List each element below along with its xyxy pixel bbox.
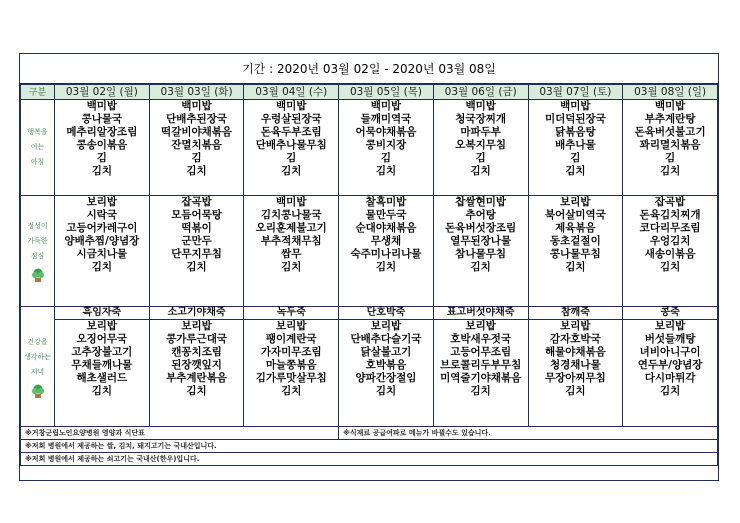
menu-item: 김 — [570, 152, 581, 164]
menu-item: 백미밥 — [465, 100, 496, 112]
menu-item: 오징어무국 — [76, 333, 128, 345]
menu-item: 보리밥 — [276, 320, 307, 332]
porridge-title: 녹두죽 — [244, 307, 338, 320]
menu-item: 떡볶이 — [181, 222, 212, 234]
menu-item: 호박볶음 — [365, 359, 407, 371]
menu-item: 팽이계란국 — [265, 333, 317, 345]
menu-item: 미더덕된장국 — [544, 113, 606, 125]
menu-item: 캔꽁치조림 — [171, 346, 222, 358]
menu-item: 가자미무조림 — [260, 346, 322, 358]
menu-item: 동초겉절이 — [550, 235, 601, 247]
meal-label-dinner — [21, 307, 55, 427]
menu-item: 북어살미역국 — [544, 209, 606, 221]
potted-plant-icon — [30, 267, 46, 283]
menu-item: 브로콜리두부무침 — [440, 359, 522, 371]
menu-item: 떡갈비야채볶음 — [161, 126, 233, 138]
label-line: 저녁 — [30, 367, 45, 376]
menu-item: 열무된장나물 — [450, 235, 512, 247]
menu-cell — [55, 196, 150, 307]
menu-item: 코다리무조림 — [639, 222, 701, 234]
menu-item: 김치 — [659, 165, 681, 177]
menu-item: 김 — [191, 152, 202, 164]
porridge-title: 흑임자죽 — [55, 307, 149, 320]
menu-item: 들깨미역국 — [360, 113, 412, 125]
note-3: ※저희 병원에서 제공하는 쌀, 김치, 돼지고기는 국내산입니다. — [21, 440, 718, 453]
meal-row-breakfast — [21, 100, 718, 196]
menu-item: 마파두부 — [460, 126, 501, 138]
label-line: 생각하는 — [23, 352, 52, 361]
menu-item: 돈육두부조림 — [260, 126, 322, 138]
menu-cell — [55, 100, 150, 196]
menu-item: 잔멸치볶음 — [171, 139, 222, 151]
menu-item: 돈육버섯장조림 — [445, 222, 517, 234]
menu-item: 오리훈제불고기 — [255, 222, 327, 234]
menu-item: 호박새우젓국 — [450, 333, 512, 345]
menu-item: 순대야채볶음 — [355, 222, 417, 234]
menu-item: 청경채나물 — [550, 359, 601, 371]
menu-item: 감자호박국 — [550, 333, 601, 345]
day-header: 03월 06일 (금) — [433, 85, 528, 100]
menu-item: 닭살불고기 — [360, 346, 412, 358]
menu-item: 보리밥 — [560, 320, 591, 332]
menu-table — [20, 84, 718, 466]
note-1: ※거창군립노인요양병원 영양과 식단표 — [21, 427, 339, 440]
menu-item: 양배추찜/양념장 — [64, 235, 140, 247]
menu-item: 김치 — [186, 385, 207, 397]
menu-cell — [149, 196, 244, 307]
menu-item: 보리밥 — [86, 320, 118, 332]
menu-item: 보리밥 — [654, 320, 686, 332]
label-line: 행복을 — [27, 128, 48, 136]
menu-item: 단배추나물무침 — [255, 139, 327, 151]
menu-item: 참나물무침 — [455, 248, 507, 260]
menu-item: 콩나물국 — [81, 113, 123, 125]
label-line: 정성이 — [27, 222, 48, 230]
menu-cell — [433, 196, 528, 307]
menu-item: 무생채 — [370, 235, 402, 247]
menu-item: 연두부/양념장 — [637, 359, 703, 371]
day-header: 03월 04일 (수) — [244, 85, 339, 100]
label-line: 건강을 — [27, 337, 48, 346]
note-row-3 — [21, 453, 718, 466]
label-line: 아침 — [30, 158, 45, 166]
menu-item: 시금치나물 — [76, 248, 128, 260]
menu-item: 군만두 — [181, 235, 212, 247]
menu-item: 백미밥 — [86, 100, 118, 112]
menu-item: 양파간장절임 — [355, 372, 417, 384]
menu-item: 버섯들깨탕 — [644, 333, 696, 345]
menu-item: 김치 — [91, 261, 112, 273]
menu-item: 새송이볶음 — [644, 248, 696, 260]
menu-item: 된장깻잎지 — [171, 359, 222, 371]
menu-item: 보리밥 — [465, 320, 496, 332]
day-header: 03월 03일 (화) — [149, 85, 244, 100]
menu-sheet — [19, 53, 719, 481]
porridge-title: 소고기야채죽 — [150, 307, 244, 320]
menu-item: 단배추된장국 — [166, 113, 227, 125]
menu-cell — [244, 307, 339, 427]
label-line: 점심 — [30, 252, 45, 260]
menu-item: 제육볶음 — [555, 222, 596, 234]
menu-item: 김치 — [186, 165, 207, 177]
period-title: 기간 : 2020년 03월 02일 - 2020년 03월 08일 — [20, 54, 718, 84]
menu-item: 김치 — [470, 165, 491, 177]
menu-item: 백미밥 — [560, 100, 591, 112]
menu-item: 김치 — [281, 261, 302, 273]
menu-item: 우엉김치 — [649, 235, 691, 247]
menu-cell — [149, 100, 244, 196]
menu-item: 추어탕 — [465, 209, 496, 221]
porridge-title: 콩죽 — [623, 307, 717, 320]
menu-item: 김치 — [659, 261, 681, 273]
menu-item: 어묵야채볶음 — [355, 126, 417, 138]
menu-item: 돈육버섯불고기 — [634, 126, 706, 138]
menu-cell — [433, 307, 528, 427]
menu-item: 김치 — [375, 261, 397, 273]
menu-item: 찰흑미밥 — [365, 196, 407, 208]
note-4: ※저희 병원에서 제공하는 쇠고기는 국내산(한우)입니다. — [21, 453, 718, 466]
menu-item: 백미밥 — [181, 100, 212, 112]
menu-item: 김치 — [659, 385, 681, 397]
menu-cell — [623, 307, 718, 427]
menu-item: 무채들깨나물 — [71, 359, 133, 371]
menu-item: 잡곡밥 — [181, 196, 212, 208]
menu-item: 물만두국 — [365, 209, 407, 221]
menu-cell — [149, 307, 244, 427]
menu-item: 모듬어묵탕 — [171, 209, 222, 221]
menu-item: 녀비아니구이 — [639, 346, 701, 358]
meal-row-dinner — [21, 307, 718, 427]
menu-item: 김치 — [565, 261, 586, 273]
menu-item: 미역줄기야채볶음 — [440, 372, 522, 384]
menu-item: 김치 — [281, 385, 302, 397]
menu-item: 쌈무 — [281, 248, 302, 260]
menu-item: 김 — [665, 152, 676, 164]
menu-cell — [528, 100, 623, 196]
menu-item: 김치 — [281, 165, 302, 177]
menu-item: 김치 — [186, 261, 207, 273]
menu-item: 김 — [286, 152, 297, 164]
menu-item: 다시마튀각 — [644, 372, 696, 384]
menu-cell — [339, 100, 434, 196]
menu-item: 김치 — [470, 385, 491, 397]
menu-item: 김치 — [91, 165, 112, 177]
meal-row-lunch — [21, 196, 718, 307]
porridge-title: 단호박죽 — [339, 307, 433, 320]
menu-item: 찹쌀현미밥 — [455, 196, 507, 208]
menu-item: 닭볶음탕 — [555, 126, 596, 138]
menu-item: 시락국 — [86, 209, 118, 221]
menu-item: 보리밥 — [86, 196, 118, 208]
menu-item: 김가루맛살무침 — [255, 372, 327, 384]
menu-cell — [528, 307, 623, 427]
menu-item: 김치 — [565, 165, 586, 177]
menu-item: 콩비지장 — [365, 139, 407, 151]
porridge-title: 참깨죽 — [529, 307, 623, 320]
menu-item: 김치 — [375, 165, 397, 177]
menu-cell — [339, 307, 434, 427]
menu-item: 콩송이볶음 — [76, 139, 128, 151]
menu-item: 부추계란탕 — [644, 113, 696, 125]
menu-item: 고등어카레구이 — [66, 222, 138, 234]
menu-item: 단무지무침 — [171, 248, 222, 260]
menu-cell — [623, 196, 718, 307]
day-header: 03월 07일 (토) — [528, 85, 623, 100]
menu-cell — [623, 100, 718, 196]
menu-item: 김치 — [375, 385, 397, 397]
menu-item: 단배추다슬기국 — [350, 333, 422, 345]
menu-cell — [528, 196, 623, 307]
menu-item: 콩가루근대국 — [166, 333, 227, 345]
meal-label-lunch — [21, 196, 55, 307]
day-header-row — [21, 85, 718, 100]
menu-item: 김치 — [91, 385, 112, 397]
menu-item: 배추나물 — [555, 139, 596, 151]
menu-item: 김치 — [470, 261, 491, 273]
menu-item: 김 — [96, 152, 107, 164]
day-header: 03월 02일 (월) — [55, 85, 150, 100]
menu-item: 백미밥 — [370, 100, 402, 112]
menu-item: 백미밥 — [276, 196, 307, 208]
label-line: 여는 — [30, 143, 45, 151]
menu-item: 메추리알장조림 — [66, 126, 138, 138]
label-line: 가득한 — [27, 237, 48, 245]
menu-item: 해초샐러드 — [76, 372, 128, 384]
menu-cell — [433, 100, 528, 196]
menu-item: 김 — [475, 152, 486, 164]
menu-item: 청국장찌개 — [455, 113, 507, 125]
menu-item: 김 — [380, 152, 392, 164]
menu-item: 고등어무조림 — [450, 346, 512, 358]
menu-item: 백미밥 — [276, 100, 307, 112]
menu-item: 콩나물무침 — [550, 248, 601, 260]
menu-item: 부추적채무침 — [260, 235, 322, 247]
note-2: ※식재료 공급여파로 메뉴가 바뀔수도 있습니다. — [339, 427, 718, 440]
gubun-header: 구분 — [21, 85, 55, 100]
menu-item: 돈육김치찌개 — [639, 209, 701, 221]
menu-cell — [339, 196, 434, 307]
menu-item: 보리밥 — [181, 320, 212, 332]
menu-item: 김치콩나물국 — [260, 209, 322, 221]
day-header: 03월 05일 (목) — [339, 85, 434, 100]
menu-item: 해물야채볶음 — [544, 346, 606, 358]
note-row-1 — [21, 427, 718, 440]
menu-item: 부추계란볶음 — [166, 372, 227, 384]
menu-item: 우렁살된장국 — [260, 113, 322, 125]
menu-item: 백미밥 — [654, 100, 686, 112]
menu-item: 보리밥 — [560, 196, 591, 208]
menu-cell — [244, 196, 339, 307]
menu-item: 김치 — [565, 385, 586, 397]
menu-item: 보리밥 — [370, 320, 402, 332]
menu-item: 숙주미나리나물 — [350, 248, 422, 260]
menu-item: 잡곡밥 — [654, 196, 686, 208]
meal-label-breakfast — [21, 100, 55, 196]
note-row-2 — [21, 440, 718, 453]
menu-item: 고추장불고기 — [71, 346, 133, 358]
menu-item: 오복지무침 — [455, 139, 507, 151]
menu-item: 마늘쫑볶음 — [265, 359, 317, 371]
menu-item: 꽈리멸치볶음 — [639, 139, 701, 151]
potted-plant-icon — [30, 383, 46, 399]
menu-item: 무장아찌무침 — [544, 372, 606, 384]
porridge-title: 표고버섯야채죽 — [434, 307, 528, 320]
day-header: 03월 08일 (일) — [623, 85, 718, 100]
menu-cell — [244, 100, 339, 196]
menu-cell — [55, 307, 150, 427]
